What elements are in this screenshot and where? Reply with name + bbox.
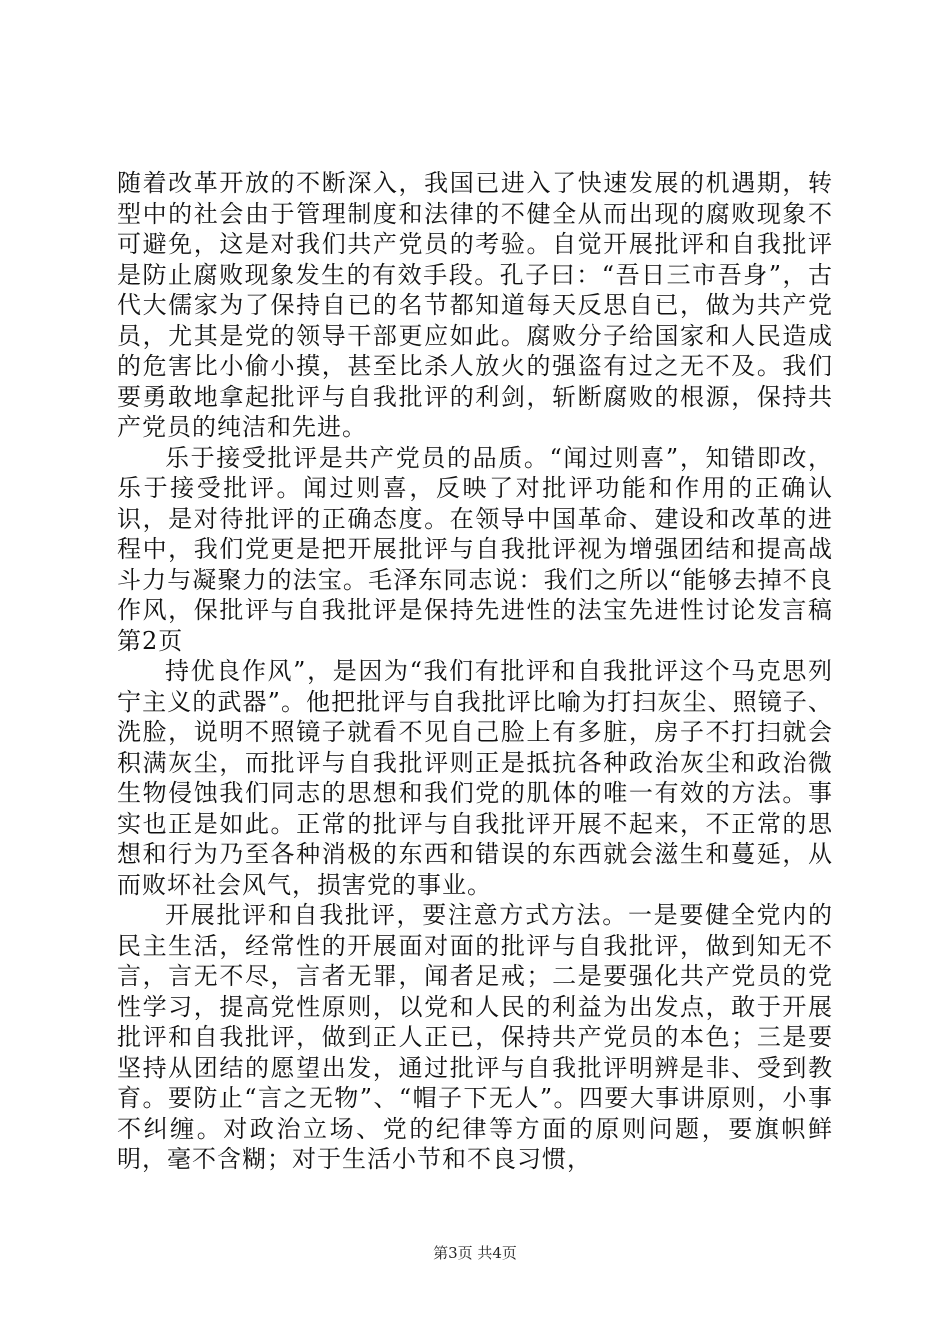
paragraph-2: 乐于接受批评是共产党员的品质。“闻过则喜”，知错即改，乐于接受批评。闻过则喜，反映了对批评功能和作用的正确认识，是对待批评的正确态度。在领导中国革命、建设和改革的进程中，我们党更是把开展批评与自我批评视为增强团结和提高战斗力与凝聚力的法宝。毛泽东同志说：我们之所以“能够去掉不良作风，保批评与自我批评是保持先进性的法宝先进性讨论发言稿第2页 [117,443,833,655]
document-body [117,168,833,1175]
page-number-footer: 第3页 共4页 [433,1244,517,1262]
paragraph-4: 开展批评和自我批评，要注意方式方法。一是要健全党内的民主生活，经常性的开展面对面的批评与自我批评，做到知无不言，言无不尽，言者无罪，闻者足戒；二是要强化共产党员的党性学习，提高党性原则，以党和人民的利益为出发点，敢于开展批评和自我批评，做到正人正已，保持共产党员的本色；三是要坚持从团结的愿望出发，通过批评与自我批评明辨是非、受到教育。要防止“言之无物”、“帽子下无人”。四要大事讲原则，小事不纠缠。对政治立场、党的纪律等方面的原则问题，要旗帜鲜明，毫不含糊；对于生活小节和不良习惯， [117,901,833,1173]
paragraph-1: 随着改革开放的不断深入，我国已进入了快速发展的机遇期，转型中的社会由于管理制度和法律的不健全从而出现的腐败现象不可避免，这是对我们共产党员的考验。自觉开展批评和自我批评是防止腐败现象发生的有效手段。孔子曰：“吾日三市吾身”，古代大儒家为了保持自已的名节都知道每天反思自已，做为共产党员，尤其是党的领导干部更应如此。腐败分子给国家和人民造成的危害比小偷小摸，甚至比杀人放火的强盗有过之无不及。我们要勇敢地拿起批评与自我批评的利剑，斩断腐败的根源，保持共产党员的纯洁和先进。 [117,169,833,441]
paragraph-3: 持优良作风”，是因为“我们有批评和自我批评这个马克思列宁主义的武器”。他把批评与自我批评比喻为打扫灰尘、照镜子、洗脸，说明不照镜子就看不见自己脸上有多脏，房子不打扫就会积满灰尘，而批评与自我批评则正是抵抗各种政治灰尘和政治微生物侵蚀我们同志的思想和我们党的肌体的唯一有效的方法。事实也正是如此。正常的批评与自我批评开展不起来，不正常的思想和行为乃至各种消极的东西和错误的东西就会滋生和蔓延，从而败坏社会风气，损害党的事业。 [117,657,833,899]
